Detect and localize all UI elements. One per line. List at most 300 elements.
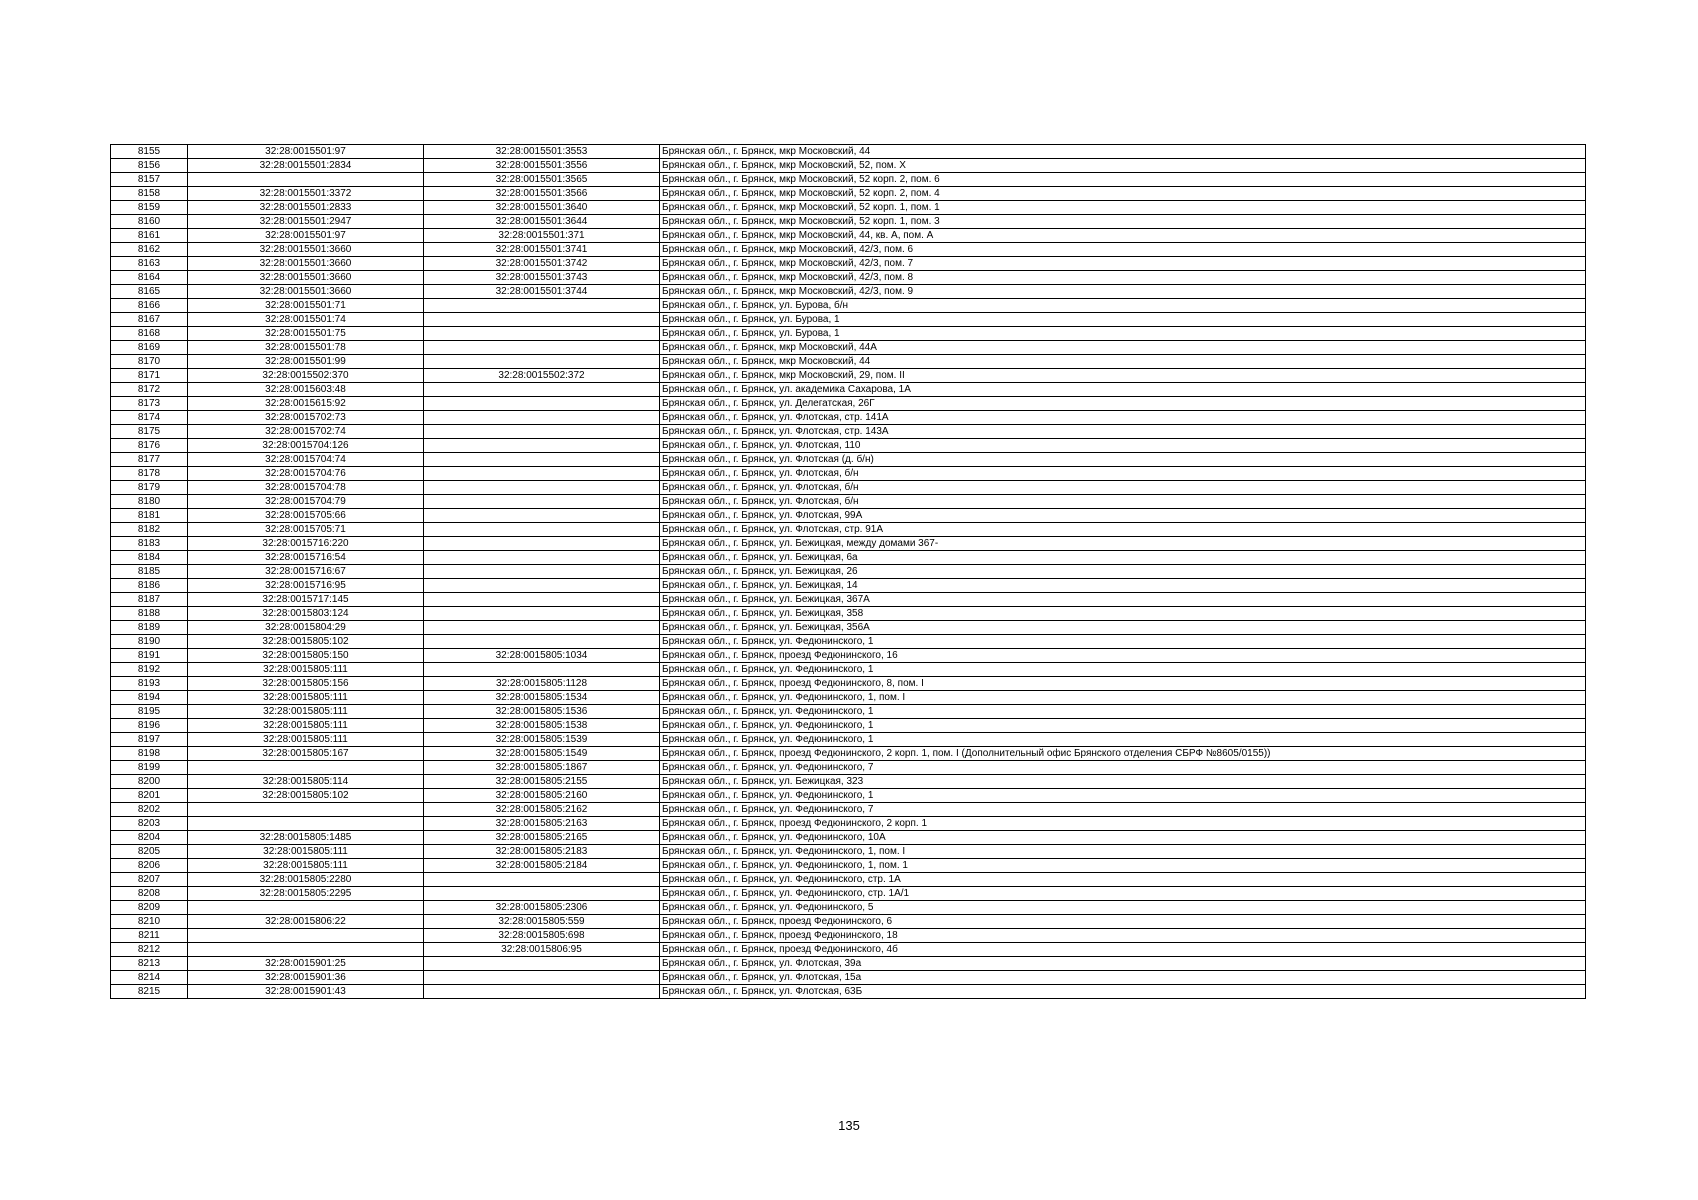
table-row (111, 481, 1586, 495)
row-number-cell: 8175 (111, 425, 188, 439)
row-number-cell: 8211 (111, 929, 188, 943)
premises-cadastral-number-cell (424, 985, 660, 999)
premises-cadastral-number-cell: 32:28:0015805:2160 (424, 789, 660, 803)
row-number-cell: 8186 (111, 579, 188, 593)
cadastral-number-cell: 32:28:0015702:73 (188, 411, 424, 425)
table-row (111, 159, 1586, 173)
address-cell: Брянская обл., г. Брянск, ул. Бежицкая, между домами 367- (660, 537, 1586, 551)
row-number-cell: 8195 (111, 705, 188, 719)
cadastral-number-cell: 32:28:0015805:2280 (188, 873, 424, 887)
premises-cadastral-number-cell: 32:28:0015501:371 (424, 229, 660, 243)
row-number-cell: 8160 (111, 215, 188, 229)
cadastral-number-cell: 32:28:0015502:370 (188, 369, 424, 383)
premises-cadastral-number-cell (424, 551, 660, 565)
table-row (111, 299, 1586, 313)
cadastral-number-cell: 32:28:0015501:97 (188, 145, 424, 159)
premises-cadastral-number-cell: 32:28:0015805:698 (424, 929, 660, 943)
row-number-cell: 8181 (111, 509, 188, 523)
row-number-cell: 8168 (111, 327, 188, 341)
table-row (111, 411, 1586, 425)
address-cell: Брянская обл., г. Брянск, ул. Бежицкая, 358 (660, 607, 1586, 621)
table-row (111, 663, 1586, 677)
row-number-cell: 8188 (111, 607, 188, 621)
row-number-cell: 8214 (111, 971, 188, 985)
row-number-cell: 8190 (111, 635, 188, 649)
premises-cadastral-number-cell: 32:28:0015805:1034 (424, 649, 660, 663)
table-row (111, 397, 1586, 411)
cadastral-number-cell: 32:28:0015716:54 (188, 551, 424, 565)
cadastral-number-cell: 32:28:0015705:66 (188, 509, 424, 523)
cadastral-number-cell: 32:28:0015716:95 (188, 579, 424, 593)
address-cell: Брянская обл., г. Брянск, мкр Московский, 44А (660, 341, 1586, 355)
address-cell: Брянская обл., г. Брянск, ул. Федюнинского, 5 (660, 901, 1586, 915)
premises-cadastral-number-cell: 32:28:0015805:2184 (424, 859, 660, 873)
row-number-cell: 8187 (111, 593, 188, 607)
cadastral-number-cell (188, 943, 424, 957)
premises-cadastral-number-cell (424, 635, 660, 649)
cadastral-number-cell: 32:28:0015805:111 (188, 845, 424, 859)
row-number-cell: 8174 (111, 411, 188, 425)
address-cell: Брянская обл., г. Брянск, мкр Московский, 44 (660, 145, 1586, 159)
table-row (111, 523, 1586, 537)
row-number-cell: 8176 (111, 439, 188, 453)
row-number-cell: 8158 (111, 187, 188, 201)
address-cell: Брянская обл., г. Брянск, мкр Московский, 52 корп. 1, пом. 3 (660, 215, 1586, 229)
premises-cadastral-number-cell: 32:28:0015805:1536 (424, 705, 660, 719)
table-row (111, 271, 1586, 285)
table-row (111, 425, 1586, 439)
row-number-cell: 8177 (111, 453, 188, 467)
cadastral-number-cell: 32:28:0015901:43 (188, 985, 424, 999)
cadastral-number-cell: 32:28:0015501:3372 (188, 187, 424, 201)
cadastral-number-cell: 32:28:0015805:167 (188, 747, 424, 761)
row-number-cell: 8215 (111, 985, 188, 999)
row-number-cell: 8172 (111, 383, 188, 397)
table-row (111, 929, 1586, 943)
premises-cadastral-number-cell (424, 467, 660, 481)
cadastral-number-cell (188, 901, 424, 915)
row-number-cell: 8204 (111, 831, 188, 845)
premises-cadastral-number-cell (424, 537, 660, 551)
registry-table-body (111, 145, 1586, 999)
address-cell: Брянская обл., г. Брянск, ул. Бежицкая, 26 (660, 565, 1586, 579)
cadastral-number-cell: 32:28:0015806:22 (188, 915, 424, 929)
address-cell: Брянская обл., г. Брянск, ул. Федюнинского, 1 (660, 789, 1586, 803)
cadastral-number-cell: 32:28:0015704:79 (188, 495, 424, 509)
cadastral-number-cell (188, 761, 424, 775)
address-cell: Брянская обл., г. Брянск, мкр Московский, 52, пом. X (660, 159, 1586, 173)
premises-cadastral-number-cell (424, 593, 660, 607)
row-number-cell: 8171 (111, 369, 188, 383)
premises-cadastral-number-cell (424, 663, 660, 677)
cadastral-number-cell: 32:28:0015501:78 (188, 341, 424, 355)
address-cell: Брянская обл., г. Брянск, мкр Московский, 42/3, пом. 6 (660, 243, 1586, 257)
table-row (111, 257, 1586, 271)
address-cell: Брянская обл., г. Брянск, ул. Флотская, стр. 91А (660, 523, 1586, 537)
address-cell: Брянская обл., г. Брянск, ул. Флотская, 63Б (660, 985, 1586, 999)
cadastral-number-cell: 32:28:0015803:124 (188, 607, 424, 621)
premises-cadastral-number-cell (424, 957, 660, 971)
row-number-cell: 8173 (111, 397, 188, 411)
address-cell: Брянская обл., г. Брянск, ул. Федюнинского, стр. 1А/1 (660, 887, 1586, 901)
address-cell: Брянская обл., г. Брянск, мкр Московский, 52 корп. 2, пом. 4 (660, 187, 1586, 201)
premises-cadastral-number-cell (424, 509, 660, 523)
table-row (111, 803, 1586, 817)
address-cell: Брянская обл., г. Брянск, ул. Флотская, стр. 141А (660, 411, 1586, 425)
row-number-cell: 8178 (111, 467, 188, 481)
cadastral-number-cell: 32:28:0015805:111 (188, 859, 424, 873)
premises-cadastral-number-cell: 32:28:0015805:2155 (424, 775, 660, 789)
table-row (111, 215, 1586, 229)
cadastral-number-cell: 32:28:0015501:75 (188, 327, 424, 341)
cadastral-number-cell: 32:28:0015805:102 (188, 635, 424, 649)
row-number-cell: 8185 (111, 565, 188, 579)
table-row (111, 915, 1586, 929)
address-cell: Брянская обл., г. Брянск, ул. Федюнинского, 7 (660, 761, 1586, 775)
row-number-cell: 8202 (111, 803, 188, 817)
cadastral-number-cell: 32:28:0015501:2834 (188, 159, 424, 173)
row-number-cell: 8207 (111, 873, 188, 887)
cadastral-number-cell (188, 173, 424, 187)
table-row (111, 789, 1586, 803)
premises-cadastral-number-cell: 32:28:0015501:3744 (424, 285, 660, 299)
premises-cadastral-number-cell: 32:28:0015805:1539 (424, 733, 660, 747)
table-row (111, 859, 1586, 873)
table-row (111, 607, 1586, 621)
address-cell: Брянская обл., г. Брянск, мкр Московский, 29, пом. II (660, 369, 1586, 383)
row-number-cell: 8208 (111, 887, 188, 901)
address-cell: Брянская обл., г. Брянск, ул. Бежицкая, 6а (660, 551, 1586, 565)
table-row (111, 873, 1586, 887)
cadastral-number-cell: 32:28:0015805:150 (188, 649, 424, 663)
address-cell: Брянская обл., г. Брянск, ул. Федюнинского, 1 (660, 663, 1586, 677)
premises-cadastral-number-cell (424, 355, 660, 369)
row-number-cell: 8169 (111, 341, 188, 355)
address-cell: Брянская обл., г. Брянск, ул. академика Сахарова, 1А (660, 383, 1586, 397)
cadastral-number-cell: 32:28:0015805:111 (188, 733, 424, 747)
address-cell: Брянская обл., г. Брянск, проезд Федюнинского, 8, пом. I (660, 677, 1586, 691)
cadastral-number-cell: 32:28:0015702:74 (188, 425, 424, 439)
table-row (111, 313, 1586, 327)
table-row (111, 467, 1586, 481)
address-cell: Брянская обл., г. Брянск, ул. Федюнинского, 1, пом. I (660, 691, 1586, 705)
address-cell: Брянская обл., г. Брянск, проезд Федюнинского, 18 (660, 929, 1586, 943)
table-row (111, 579, 1586, 593)
row-number-cell: 8192 (111, 663, 188, 677)
address-cell: Брянская обл., г. Брянск, проезд Федюнинского, 16 (660, 649, 1586, 663)
address-cell: Брянская обл., г. Брянск, ул. Бежицкая, 14 (660, 579, 1586, 593)
row-number-cell: 8156 (111, 159, 188, 173)
table-row (111, 887, 1586, 901)
row-number-cell: 8193 (111, 677, 188, 691)
row-number-cell: 8157 (111, 173, 188, 187)
premises-cadastral-number-cell (424, 607, 660, 621)
cadastral-number-cell: 32:28:0015716:67 (188, 565, 424, 579)
address-cell: Брянская обл., г. Брянск, ул. Федюнинского, 1 (660, 635, 1586, 649)
address-cell: Брянская обл., г. Брянск, ул. Федюнинского, стр. 1А (660, 873, 1586, 887)
table-row (111, 327, 1586, 341)
address-cell: Брянская обл., г. Брянск, ул. Флотская, б/н (660, 495, 1586, 509)
row-number-cell: 8210 (111, 915, 188, 929)
address-cell: Брянская обл., г. Брянск, ул. Федюнинского, 7 (660, 803, 1586, 817)
row-number-cell: 8212 (111, 943, 188, 957)
premises-cadastral-number-cell: 32:28:0015805:559 (424, 915, 660, 929)
address-cell: Брянская обл., г. Брянск, мкр Московский, 42/3, пом. 9 (660, 285, 1586, 299)
premises-cadastral-number-cell: 32:28:0015501:3743 (424, 271, 660, 285)
cadastral-number-cell: 32:28:0015705:71 (188, 523, 424, 537)
premises-cadastral-number-cell (424, 495, 660, 509)
page-number: 135 (838, 1118, 860, 1133)
premises-cadastral-number-cell: 32:28:0015805:1867 (424, 761, 660, 775)
table-row (111, 243, 1586, 257)
address-cell: Брянская обл., г. Брянск, ул. Флотская, 39а (660, 957, 1586, 971)
table-row (111, 719, 1586, 733)
premises-cadastral-number-cell: 32:28:0015805:2183 (424, 845, 660, 859)
table-row (111, 747, 1586, 761)
premises-cadastral-number-cell: 32:28:0015805:2163 (424, 817, 660, 831)
cadastral-number-cell: 32:28:0015501:2833 (188, 201, 424, 215)
premises-cadastral-number-cell (424, 299, 660, 313)
row-number-cell: 8170 (111, 355, 188, 369)
cadastral-number-cell: 32:28:0015501:3660 (188, 243, 424, 257)
premises-cadastral-number-cell: 32:28:0015501:3741 (424, 243, 660, 257)
table-row (111, 775, 1586, 789)
row-number-cell: 8164 (111, 271, 188, 285)
premises-cadastral-number-cell: 32:28:0015501:3553 (424, 145, 660, 159)
table-row (111, 341, 1586, 355)
address-cell: Брянская обл., г. Брянск, проезд Федюнинского, 4б (660, 943, 1586, 957)
row-number-cell: 8180 (111, 495, 188, 509)
row-number-cell: 8209 (111, 901, 188, 915)
premises-cadastral-number-cell (424, 523, 660, 537)
address-cell: Брянская обл., г. Брянск, мкр Московский, 44, кв. А, пом. А (660, 229, 1586, 243)
row-number-cell: 8213 (111, 957, 188, 971)
row-number-cell: 8199 (111, 761, 188, 775)
premises-cadastral-number-cell: 32:28:0015501:3556 (424, 159, 660, 173)
row-number-cell: 8155 (111, 145, 188, 159)
table-row (111, 621, 1586, 635)
premises-cadastral-number-cell (424, 341, 660, 355)
table-row (111, 845, 1586, 859)
cadastral-number-cell: 32:28:0015501:3660 (188, 257, 424, 271)
premises-cadastral-number-cell (424, 327, 660, 341)
premises-cadastral-number-cell: 32:28:0015805:2165 (424, 831, 660, 845)
cadastral-number-cell: 32:28:0015805:114 (188, 775, 424, 789)
cadastral-number-cell: 32:28:0015804:29 (188, 621, 424, 635)
table-row (111, 943, 1586, 957)
address-cell: Брянская обл., г. Брянск, ул. Флотская, 110 (660, 439, 1586, 453)
table-row (111, 677, 1586, 691)
table-row (111, 201, 1586, 215)
row-number-cell: 8206 (111, 859, 188, 873)
table-row (111, 439, 1586, 453)
row-number-cell: 8196 (111, 719, 188, 733)
premises-cadastral-number-cell (424, 383, 660, 397)
address-cell: Брянская обл., г. Брянск, ул. Флотская, 99А (660, 509, 1586, 523)
cadastral-number-cell: 32:28:0015805:156 (188, 677, 424, 691)
address-cell: Брянская обл., г. Брянск, ул. Флотская, 15а (660, 971, 1586, 985)
row-number-cell: 8159 (111, 201, 188, 215)
cadastral-number-cell: 32:28:0015501:99 (188, 355, 424, 369)
cadastral-number-cell: 32:28:0015805:111 (188, 691, 424, 705)
table-row (111, 971, 1586, 985)
table-row (111, 985, 1586, 999)
address-cell: Брянская обл., г. Брянск, ул. Федюнинского, 1, пом. 1 (660, 859, 1586, 873)
row-number-cell: 8194 (111, 691, 188, 705)
premises-cadastral-number-cell: 32:28:0015805:1534 (424, 691, 660, 705)
table-row (111, 495, 1586, 509)
premises-cadastral-number-cell: 32:28:0015805:2162 (424, 803, 660, 817)
premises-cadastral-number-cell: 32:28:0015502:372 (424, 369, 660, 383)
cadastral-number-cell: 32:28:0015501:71 (188, 299, 424, 313)
address-cell: Брянская обл., г. Брянск, ул. Флотская (д. б/н) (660, 453, 1586, 467)
premises-cadastral-number-cell (424, 887, 660, 901)
premises-cadastral-number-cell (424, 453, 660, 467)
table-row (111, 173, 1586, 187)
cadastral-number-cell: 32:28:0015717:145 (188, 593, 424, 607)
table-row (111, 593, 1586, 607)
address-cell: Брянская обл., г. Брянск, ул. Федюнинского, 1, пом. I (660, 845, 1586, 859)
address-cell: Брянская обл., г. Брянск, ул. Бежицкая, 323 (660, 775, 1586, 789)
address-cell: Брянская обл., г. Брянск, ул. Флотская, б/н (660, 467, 1586, 481)
row-number-cell: 8203 (111, 817, 188, 831)
row-number-cell: 8198 (111, 747, 188, 761)
row-number-cell: 8191 (111, 649, 188, 663)
cadastral-number-cell: 32:28:0015501:2947 (188, 215, 424, 229)
table-row (111, 817, 1586, 831)
address-cell: Брянская обл., г. Брянск, проезд Федюнинского, 6 (660, 915, 1586, 929)
table-row (111, 565, 1586, 579)
premises-cadastral-number-cell (424, 621, 660, 635)
table-row (111, 691, 1586, 705)
premises-cadastral-number-cell: 32:28:0015805:1128 (424, 677, 660, 691)
table-row (111, 761, 1586, 775)
table-row (111, 509, 1586, 523)
row-number-cell: 8200 (111, 775, 188, 789)
table-row (111, 355, 1586, 369)
row-number-cell: 8166 (111, 299, 188, 313)
table-row (111, 649, 1586, 663)
premises-cadastral-number-cell: 32:28:0015806:95 (424, 943, 660, 957)
table-row (111, 229, 1586, 243)
premises-cadastral-number-cell (424, 971, 660, 985)
address-cell: Брянская обл., г. Брянск, проезд Федюнинского, 2 корп. 1 (660, 817, 1586, 831)
cadastral-number-cell: 32:28:0015704:76 (188, 467, 424, 481)
premises-cadastral-number-cell (424, 425, 660, 439)
cadastral-number-cell: 32:28:0015716:220 (188, 537, 424, 551)
address-cell: Брянская обл., г. Брянск, мкр Московский, 42/3, пом. 8 (660, 271, 1586, 285)
premises-cadastral-number-cell: 32:28:0015501:3644 (424, 215, 660, 229)
cadastral-number-cell: 32:28:0015805:111 (188, 705, 424, 719)
row-number-cell: 8167 (111, 313, 188, 327)
address-cell: Брянская обл., г. Брянск, мкр Московский, 44 (660, 355, 1586, 369)
address-cell: Брянская обл., г. Брянск, мкр Московский, 42/3, пом. 7 (660, 257, 1586, 271)
premises-cadastral-number-cell (424, 565, 660, 579)
row-number-cell: 8197 (111, 733, 188, 747)
address-cell: Брянская обл., г. Брянск, проезд Федюнинского, 2 корп. 1, пом. I (Дополнительный офис Брянского отделения СБРФ №8605/0155)) (660, 747, 1586, 761)
address-cell: Брянская обл., г. Брянск, ул. Флотская, стр. 143А (660, 425, 1586, 439)
table-row (111, 635, 1586, 649)
row-number-cell: 8162 (111, 243, 188, 257)
premises-cadastral-number-cell: 32:28:0015501:3640 (424, 201, 660, 215)
cadastral-number-cell: 32:28:0015901:25 (188, 957, 424, 971)
address-cell: Брянская обл., г. Брянск, мкр Московский, 52 корп. 1, пом. 1 (660, 201, 1586, 215)
premises-cadastral-number-cell (424, 411, 660, 425)
premises-cadastral-number-cell (424, 873, 660, 887)
address-cell: Брянская обл., г. Брянск, ул. Делегатская, 26Г (660, 397, 1586, 411)
table-row (111, 551, 1586, 565)
cadastral-number-cell: 32:28:0015704:126 (188, 439, 424, 453)
table-row (111, 901, 1586, 915)
address-cell: Брянская обл., г. Брянск, ул. Бежицкая, 356А (660, 621, 1586, 635)
address-cell: Брянская обл., г. Брянск, ул. Бурова, 1 (660, 327, 1586, 341)
cadastral-number-cell: 32:28:0015501:3660 (188, 285, 424, 299)
row-number-cell: 8205 (111, 845, 188, 859)
cadastral-number-cell: 32:28:0015501:97 (188, 229, 424, 243)
registry-table (110, 144, 1586, 999)
premises-cadastral-number-cell: 32:28:0015501:3565 (424, 173, 660, 187)
cadastral-number-cell: 32:28:0015805:102 (188, 789, 424, 803)
premises-cadastral-number-cell (424, 579, 660, 593)
table-row (111, 383, 1586, 397)
address-cell: Брянская обл., г. Брянск, мкр Московский, 52 корп. 2, пом. 6 (660, 173, 1586, 187)
table-row (111, 537, 1586, 551)
cadastral-number-cell (188, 803, 424, 817)
address-cell: Брянская обл., г. Брянск, ул. Федюнинского, 10А (660, 831, 1586, 845)
row-number-cell: 8163 (111, 257, 188, 271)
table-row (111, 705, 1586, 719)
table-row (111, 369, 1586, 383)
premises-cadastral-number-cell: 32:28:0015805:1549 (424, 747, 660, 761)
address-cell: Брянская обл., г. Брянск, ул. Бурова, б/н (660, 299, 1586, 313)
row-number-cell: 8189 (111, 621, 188, 635)
address-cell: Брянская обл., г. Брянск, ул. Федюнинского, 1 (660, 719, 1586, 733)
premises-cadastral-number-cell: 32:28:0015805:1538 (424, 719, 660, 733)
table-row (111, 831, 1586, 845)
cadastral-number-cell (188, 817, 424, 831)
cadastral-number-cell: 32:28:0015501:74 (188, 313, 424, 327)
cadastral-number-cell: 32:28:0015501:3660 (188, 271, 424, 285)
cadastral-number-cell: 32:28:0015615:92 (188, 397, 424, 411)
cadastral-number-cell: 32:28:0015704:74 (188, 453, 424, 467)
premises-cadastral-number-cell (424, 481, 660, 495)
cadastral-number-cell: 32:28:0015603:48 (188, 383, 424, 397)
cadastral-number-cell: 32:28:0015704:78 (188, 481, 424, 495)
table-row (111, 145, 1586, 159)
premises-cadastral-number-cell (424, 397, 660, 411)
premises-cadastral-number-cell (424, 313, 660, 327)
address-cell: Брянская обл., г. Брянск, ул. Бурова, 1 (660, 313, 1586, 327)
cadastral-number-cell (188, 929, 424, 943)
cadastral-number-cell: 32:28:0015805:2295 (188, 887, 424, 901)
row-number-cell: 8179 (111, 481, 188, 495)
row-number-cell: 8183 (111, 537, 188, 551)
address-cell: Брянская обл., г. Брянск, ул. Бежицкая, 367А (660, 593, 1586, 607)
table-row (111, 285, 1586, 299)
premises-cadastral-number-cell: 32:28:0015501:3566 (424, 187, 660, 201)
row-number-cell: 8161 (111, 229, 188, 243)
premises-cadastral-number-cell: 32:28:0015805:2306 (424, 901, 660, 915)
cadastral-number-cell: 32:28:0015805:111 (188, 663, 424, 677)
cadastral-number-cell: 32:28:0015805:111 (188, 719, 424, 733)
row-number-cell: 8184 (111, 551, 188, 565)
table-row (111, 187, 1586, 201)
table-row (111, 453, 1586, 467)
table-row (111, 733, 1586, 747)
address-cell: Брянская обл., г. Брянск, ул. Федюнинского, 1 (660, 733, 1586, 747)
table-row (111, 957, 1586, 971)
address-cell: Брянская обл., г. Брянск, ул. Федюнинского, 1 (660, 705, 1586, 719)
